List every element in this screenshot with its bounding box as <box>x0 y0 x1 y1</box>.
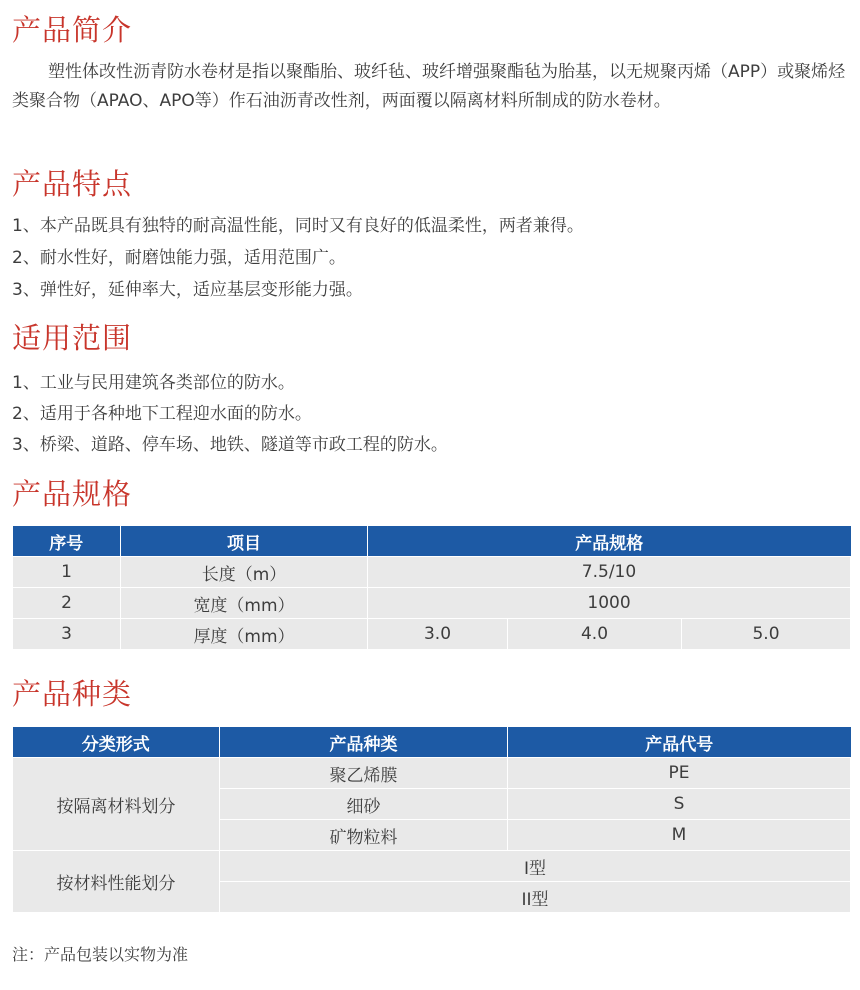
table-row <box>13 619 851 650</box>
feature-item-3: 3、弹性好，延伸率大，适应基层变形能力强。 <box>12 280 363 300</box>
table-row <box>13 758 851 789</box>
spec-value: 3.0 <box>368 619 508 650</box>
spec-value: 5.0 <box>682 619 851 650</box>
type-name: I型 <box>220 851 851 882</box>
specs-header-value: 产品规格 <box>368 526 851 557</box>
intro-title: 产品简介 <box>12 13 133 47</box>
types-table <box>12 727 851 913</box>
feature-item-2: 2、耐水性好，耐磨蚀能力强，适用范围广。 <box>12 248 346 268</box>
type-code: PE <box>508 758 851 789</box>
types-header-row <box>13 727 851 758</box>
spec-no: 1 <box>13 557 121 588</box>
types-header-category: 分类形式 <box>13 727 220 758</box>
footnote: 注：产品包装以实物为准 <box>12 945 189 964</box>
spec-no: 3 <box>13 619 121 650</box>
table-row <box>13 588 851 619</box>
table-row <box>13 557 851 588</box>
type-name: II型 <box>220 882 851 913</box>
spec-item: 长度（m） <box>121 557 368 588</box>
scope-item-1: 1、工业与民用建筑各类部位的防水。 <box>12 373 295 393</box>
feature-item-1: 1、本产品既具有独特的耐高温性能，同时又有良好的低温柔性，两者兼得。 <box>12 216 584 236</box>
intro-text: 塑性体改性沥青防水卷材是指以聚酯胎、玻纤毡、玻纤增强聚酯毡为胎基，以无规聚丙烯（APP）或聚烯烃类聚合物（APAO、APO等）作石油沥青改性剂，两面覆以隔离材料所制成的防水卷材。 <box>12 62 846 111</box>
type-name: 聚乙烯膜 <box>220 758 508 789</box>
type-name: 矿物粒料 <box>220 820 508 851</box>
types-header-type: 产品种类 <box>220 727 508 758</box>
type-name: 细砂 <box>220 789 508 820</box>
specs-header-row <box>13 526 851 557</box>
spec-value: 1000 <box>368 588 851 619</box>
table-row <box>13 851 851 882</box>
type-code: S <box>508 789 851 820</box>
group-label: 按隔离材料划分 <box>13 758 220 851</box>
scope-item-3: 3、桥梁、道路、停车场、地铁、隧道等市政工程的防水。 <box>12 435 448 455</box>
scope-item-2: 2、适用于各种地下工程迎水面的防水。 <box>12 404 312 424</box>
specs-table <box>12 526 851 650</box>
spec-value: 4.0 <box>508 619 682 650</box>
spec-item: 厚度（mm） <box>121 619 368 650</box>
group-label: 按材料性能划分 <box>13 851 220 913</box>
spec-no: 2 <box>13 588 121 619</box>
types-title: 产品种类 <box>12 677 133 711</box>
type-code: M <box>508 820 851 851</box>
specs-title: 产品规格 <box>12 477 133 511</box>
scope-title: 适用范围 <box>12 321 133 355</box>
spec-value: 7.5/10 <box>368 557 851 588</box>
features-title: 产品特点 <box>12 167 133 201</box>
spec-item: 宽度（mm） <box>121 588 368 619</box>
types-header-code: 产品代号 <box>508 727 851 758</box>
specs-header-item: 项目 <box>121 526 368 557</box>
specs-header-no: 序号 <box>13 526 121 557</box>
